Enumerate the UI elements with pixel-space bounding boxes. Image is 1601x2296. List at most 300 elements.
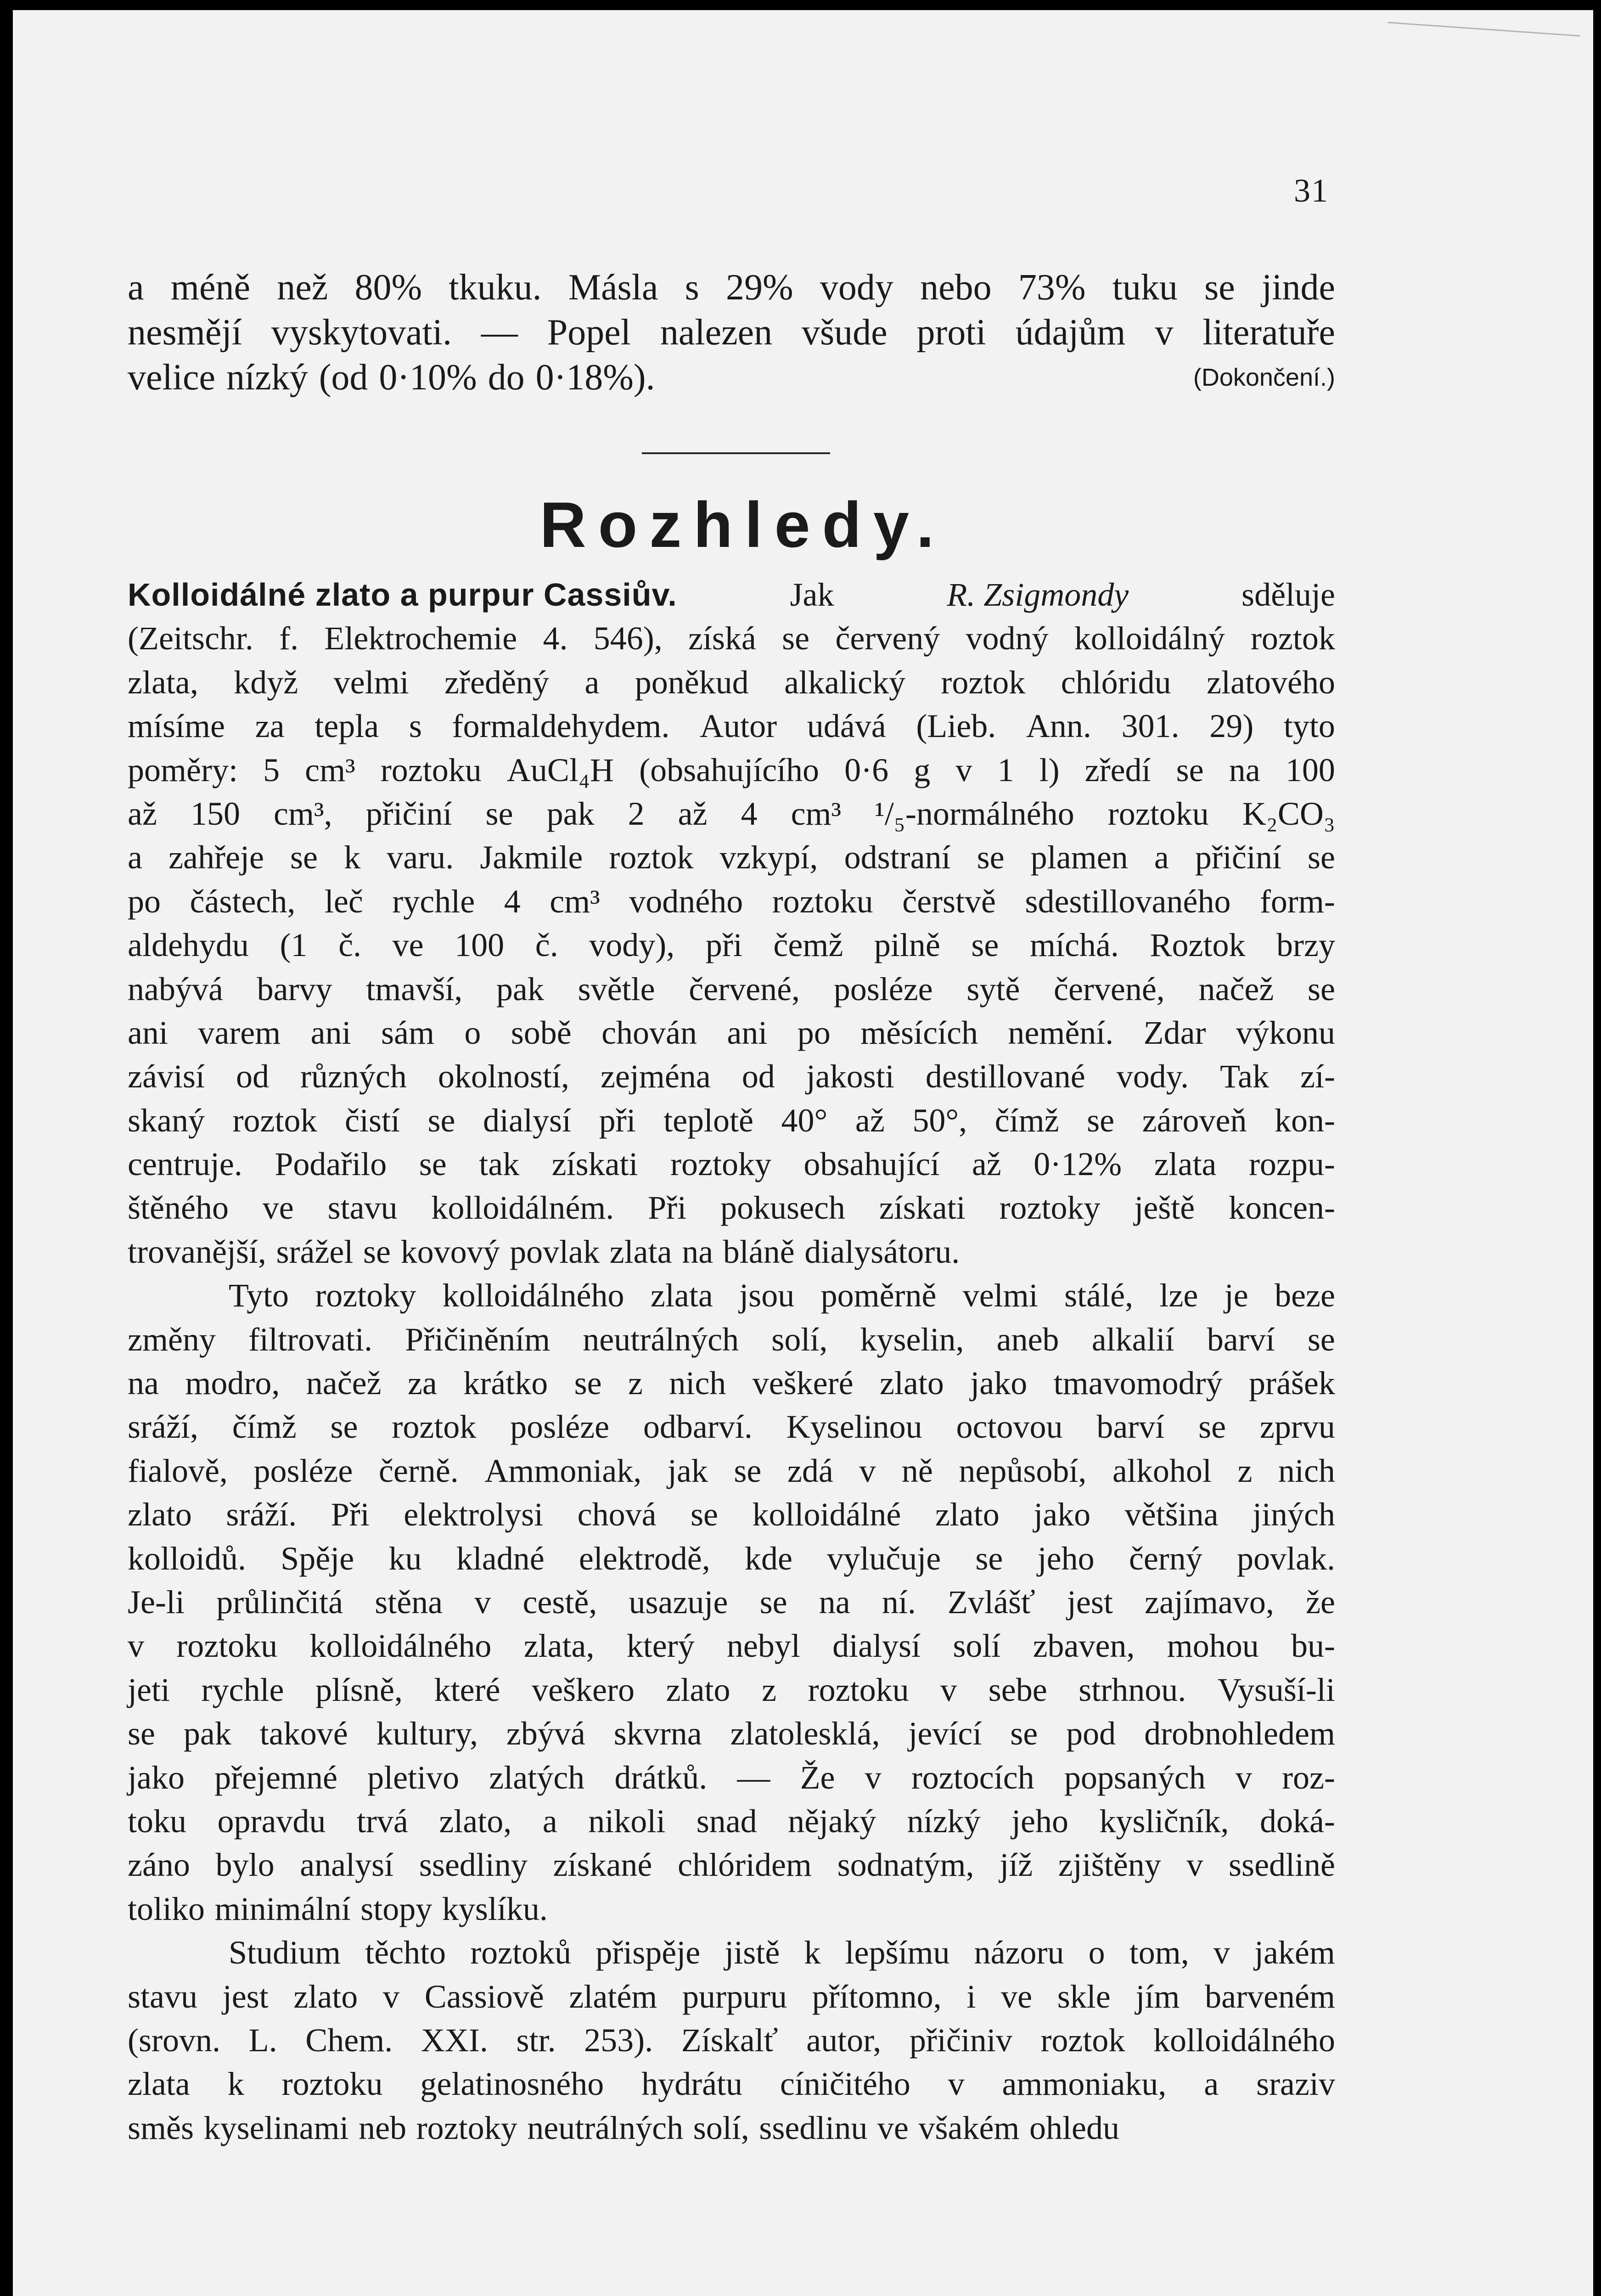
word: 40° (781, 1102, 828, 1139)
word: kultury, (376, 1715, 478, 1752)
word: Studium (229, 1934, 341, 1971)
word: pak (183, 1715, 231, 1752)
text-line (128, 1055, 1335, 1098)
word: Je-li (128, 1583, 185, 1621)
word: roztoky (999, 1189, 1101, 1227)
word: skaný (128, 1102, 205, 1139)
word: kolloidálné (752, 1496, 901, 1533)
word: barví (1207, 1321, 1275, 1358)
word: roztoky (315, 1277, 416, 1314)
word: 29% (725, 267, 793, 308)
word: názoru (974, 1934, 1064, 1971)
word: jakosti (806, 1058, 894, 1095)
word: kladné (456, 1540, 545, 1577)
word: dialysí (483, 1102, 572, 1139)
word: než (277, 267, 328, 308)
word: vody), (589, 927, 675, 964)
word: s (409, 708, 422, 745)
text-line (128, 1581, 1335, 1624)
word: těchto (365, 1934, 446, 1971)
text-line (128, 704, 1335, 748)
word: solí (953, 1627, 1001, 1665)
word: barvy (257, 970, 332, 1007)
word: Kyselinou (786, 1408, 922, 1446)
word: až (855, 1102, 885, 1139)
word: získá (688, 620, 756, 657)
word: sodnatým, (837, 1846, 974, 1884)
text-line (128, 792, 1335, 836)
word: se (1204, 267, 1235, 308)
word: směs (128, 2109, 194, 2146)
word: Při (648, 1189, 687, 1227)
word: výkonu (1236, 1014, 1335, 1051)
word: chlóridu (1061, 664, 1171, 701)
word: krátko (463, 1365, 548, 1402)
word: se (1010, 1715, 1038, 1752)
text-line (128, 1668, 1335, 1712)
word: Získalť (681, 2021, 778, 2059)
word: sráží. (226, 1496, 297, 1533)
word: modro, (185, 1365, 280, 1402)
author-name: R. Zsigmondy (947, 576, 1129, 613)
word: neutrálných (527, 2109, 684, 2146)
word: literatuře (1202, 312, 1335, 353)
word: zlatového (1207, 664, 1335, 701)
word: roztoku (1107, 795, 1209, 832)
word: se (782, 620, 810, 657)
word: se (759, 1583, 787, 1621)
word: závisí (128, 1058, 205, 1095)
word: takové (259, 1715, 348, 1752)
word: k (804, 1934, 821, 1971)
word: kolloidálného (1153, 2021, 1335, 2059)
word: průlinčitá (216, 1583, 343, 1621)
word: je (1224, 1277, 1248, 1314)
word: Jakmile (480, 839, 583, 876)
word: vzkypí, (719, 839, 818, 876)
word: jíž (1000, 1846, 1033, 1884)
word: k (344, 839, 361, 876)
word: beze (1275, 1277, 1335, 1314)
word: Tak (1220, 1058, 1270, 1095)
word: různých (300, 1058, 407, 1095)
word: 1 (997, 751, 1014, 788)
word: jakém (1254, 1934, 1335, 1971)
word: ani (310, 1014, 351, 1051)
word: jistě (725, 1934, 780, 1971)
word: roztoků (470, 1934, 572, 1971)
word: Při (331, 1496, 370, 1533)
word: bu- (1291, 1627, 1335, 1665)
word: (Lieb. (916, 708, 996, 745)
word: minimální (214, 1890, 351, 1927)
word: stěna (375, 1583, 443, 1621)
word: roztoku (772, 883, 873, 920)
text-line (128, 1624, 1335, 1668)
word: cíničitého (780, 2065, 910, 2103)
word: Tyto (229, 1277, 289, 1314)
word: okolností, (438, 1058, 569, 1095)
word: Vysuší-li (1217, 1671, 1335, 1708)
word: pod (1066, 1715, 1116, 1752)
word: z (1237, 1452, 1253, 1489)
word: v (940, 1671, 957, 1708)
word: str. (516, 2021, 556, 2059)
word: v (1186, 1846, 1203, 1884)
word: zajímavo, (1145, 1583, 1274, 1621)
word: a (1154, 839, 1169, 876)
word: kysličník, (1099, 1802, 1229, 1840)
word: sám (381, 1014, 434, 1051)
word: vodný (966, 620, 1049, 657)
word: kovový (400, 1233, 500, 1270)
word: 50°, (912, 1102, 967, 1139)
word: červené, (689, 970, 800, 1007)
word: roztok (392, 1408, 477, 1446)
word: toku (128, 1802, 187, 1840)
word: o (464, 1014, 481, 1051)
text-line (128, 1011, 1335, 1055)
word: se (128, 1715, 155, 1752)
word: sděluje (1241, 576, 1335, 613)
word: k (227, 2065, 244, 2103)
word: částech, (190, 883, 296, 920)
word: měsících (860, 1014, 978, 1051)
word: nich (669, 1365, 726, 1402)
text-line (128, 355, 1335, 400)
word: po (128, 883, 161, 920)
word: tmavomodrý (1053, 1365, 1223, 1402)
word: č. (535, 927, 558, 964)
word: hydrátu (641, 2065, 743, 2103)
word: jako (970, 1365, 1028, 1402)
word: ssedlině (1229, 1846, 1335, 1884)
text-line (128, 1186, 1335, 1230)
word: nich (1278, 1452, 1335, 1489)
word: jeho (1011, 1802, 1068, 1840)
word: poměry: (128, 751, 238, 788)
word: solí, (771, 1321, 828, 1358)
word: Přičiněním (405, 1321, 551, 1358)
text-line (128, 2106, 1335, 2150)
text-line (128, 1142, 1335, 1186)
text-line (128, 265, 1335, 310)
word: i (966, 1978, 976, 2015)
intro-paragraph (128, 265, 1335, 400)
word: XXI. (421, 2021, 488, 2059)
word: poměrně (820, 1277, 937, 1314)
word: opravdu (217, 1802, 326, 1840)
word: roztoku (380, 751, 482, 788)
word: zlatém (569, 1978, 657, 2015)
word: zlatolesklá, (730, 1715, 880, 1752)
word: jako (1034, 1496, 1091, 1533)
word: zlato (879, 1365, 944, 1402)
word: (srovn. (128, 2021, 220, 2059)
word: čistí (344, 1102, 400, 1139)
word: se (574, 1365, 602, 1402)
word: na (128, 1365, 159, 1402)
word: (1 (280, 927, 308, 964)
text-line (128, 2062, 1335, 2106)
word: za (255, 708, 285, 745)
word: černě. (378, 1452, 459, 1489)
word: zlata (650, 1277, 713, 1314)
word: g (914, 751, 931, 788)
word: 80% (354, 267, 422, 308)
word: údajům (1015, 312, 1126, 353)
word: popsaných (1064, 1759, 1206, 1796)
word: roztok (1040, 2021, 1125, 2059)
article-body (128, 573, 1335, 2150)
word: se (1198, 1408, 1226, 1446)
word: vylučuje (827, 1540, 941, 1577)
word: se (734, 1452, 762, 1489)
scanned-page (13, 10, 1593, 2296)
word: jsou (739, 1277, 795, 1314)
word: rychle (201, 1671, 284, 1708)
word: Zvlášť (948, 1583, 1035, 1621)
word: udává (807, 708, 886, 745)
word: se (290, 839, 318, 876)
word: odbarví. (643, 1408, 753, 1446)
word: v (128, 1627, 144, 1665)
word: plísně, (315, 1671, 403, 1708)
word: 73% (1018, 267, 1086, 308)
word: které (434, 1671, 500, 1708)
word: kolloidálný (1074, 620, 1225, 657)
word: solí, (693, 2109, 749, 2146)
word: pak (546, 795, 595, 832)
page-number: 31 (1294, 172, 1329, 209)
word: až (128, 795, 157, 832)
word: při (705, 927, 742, 964)
word: zlato, (439, 1802, 512, 1840)
word: kolloidálného (309, 1627, 492, 1665)
word: chová (577, 1496, 657, 1533)
word: cestě, (522, 1583, 597, 1621)
text-line (128, 1493, 1335, 1536)
word: se (363, 1233, 391, 1270)
word: kyselin, (860, 1321, 964, 1358)
word: od (742, 1058, 775, 1095)
word: v (474, 1583, 491, 1621)
word: získané (553, 1846, 652, 1884)
word: vody. (1116, 1058, 1189, 1095)
word: v (1213, 1934, 1230, 1971)
word: sobě (511, 1014, 572, 1051)
text-line (128, 1712, 1335, 1756)
word: ammoniaku, (1002, 2065, 1167, 2103)
word: zlata (128, 2065, 190, 2103)
word: 150 (190, 795, 240, 832)
word: — (737, 1759, 770, 1796)
word: v (865, 1759, 882, 1796)
word: centruje. (128, 1146, 242, 1183)
word: veškero (532, 1671, 635, 1708)
word: alkalií (1091, 1321, 1174, 1358)
word: jako (128, 1759, 185, 1796)
word: mísíme (128, 708, 225, 745)
word: zjištěny (1058, 1846, 1161, 1884)
word: do (488, 357, 525, 398)
word: Ann. (1026, 708, 1091, 745)
scan-corner-mark (1386, 22, 1580, 64)
word: lepšímu (845, 1934, 950, 1971)
word: jinde (1262, 267, 1335, 308)
text-line (128, 2019, 1335, 2062)
text-line (128, 661, 1335, 704)
word: skvrna (613, 1715, 702, 1752)
word: 0·10% (379, 357, 477, 398)
word: čemž (773, 927, 843, 964)
word: pokusech (720, 1189, 845, 1227)
word: barví (1096, 1408, 1165, 1446)
text-line (128, 1537, 1335, 1581)
word: se (971, 927, 999, 964)
word: a (584, 664, 600, 701)
word: Másla (568, 267, 658, 308)
word: na (682, 1233, 713, 1270)
word: lze (1159, 1277, 1198, 1314)
word: tepla (315, 708, 379, 745)
word: jest (222, 1978, 269, 2015)
word: destillované (925, 1058, 1085, 1095)
word: méně (170, 267, 250, 308)
word: 4 (504, 883, 521, 920)
word: L. (248, 2021, 277, 2059)
text-line (128, 617, 1335, 660)
word: K₂CO₃ (1242, 795, 1335, 832)
word: teplotě (663, 1102, 754, 1139)
word: v (955, 751, 972, 788)
word: přejemné (214, 1759, 337, 1796)
text-line (128, 1318, 1335, 1362)
word: přítomno, (812, 1978, 942, 2015)
word: snad (696, 1802, 757, 1840)
word: tmavší, (366, 970, 463, 1007)
word: se (1087, 1102, 1115, 1139)
word: fialově, (128, 1452, 228, 1489)
word: elektrolysi (404, 1496, 544, 1533)
word: nízký (226, 357, 308, 398)
word: ani (128, 1014, 168, 1051)
word: (Zeitschr. (128, 620, 253, 657)
word: při (599, 1102, 636, 1139)
word: roztoku (176, 1627, 278, 1665)
word: roztoky (670, 1146, 771, 1183)
word: č. (338, 927, 362, 964)
word: se (1307, 839, 1335, 876)
word: přičiní (365, 795, 452, 832)
word: poněkud (635, 664, 749, 701)
word: štěného (128, 1189, 229, 1227)
word: a (128, 267, 144, 308)
word: se (691, 1496, 718, 1533)
word: sytě (966, 970, 1020, 1007)
text-line (128, 836, 1335, 879)
word: doká- (1259, 1802, 1335, 1840)
text-line (128, 1887, 1335, 1931)
word: čerstvě (902, 883, 996, 920)
word: veškeré (752, 1365, 854, 1402)
section-title: Rozhledy. (539, 489, 946, 561)
text-line (128, 748, 1335, 792)
continuation-note: (Dokončení.) (1193, 364, 1335, 391)
word: pak (496, 970, 544, 1007)
word: Chem. (305, 2021, 393, 2059)
text-line (128, 1449, 1335, 1493)
word: zlata (609, 1233, 672, 1270)
word: 301. (1121, 708, 1180, 745)
word: zředí (1084, 751, 1151, 788)
word: drátků. (614, 1759, 708, 1796)
word: po (797, 1014, 831, 1051)
word: brzy (1276, 927, 1335, 964)
word: Cassiově (424, 1978, 544, 2015)
word: většina (1124, 1496, 1219, 1533)
word: který (626, 1627, 695, 1665)
word: za (407, 1365, 437, 1402)
word: zlato (128, 1496, 192, 1533)
word: posléze (253, 1452, 353, 1489)
word: 5 (263, 751, 280, 788)
word: varu. (387, 839, 454, 876)
word: analysí (300, 1846, 394, 1884)
word: červený (835, 620, 940, 657)
word: se (1308, 970, 1335, 1007)
word: zejména (600, 1058, 711, 1095)
word: Ammoniak, (484, 1452, 642, 1489)
word: vody (820, 267, 893, 308)
word: autor, (806, 2021, 882, 2059)
text-line (128, 1800, 1335, 1843)
word: všakém (918, 2109, 1020, 2146)
word: purpuru (682, 1978, 787, 2015)
word: ještě (1134, 1189, 1195, 1227)
word: nalezen (660, 312, 773, 353)
word: až (972, 1146, 1001, 1183)
text-line (128, 1099, 1335, 1142)
word: gelatinosného (420, 2065, 604, 2103)
word: obsahující (803, 1146, 940, 1183)
word: zlato (666, 1671, 730, 1708)
word: 4 (741, 795, 758, 832)
word: nepůsobí, (959, 1452, 1087, 1489)
word: jeho (1037, 1540, 1095, 1577)
text-line (128, 1975, 1335, 2019)
word: jeti (128, 1671, 170, 1708)
word: v (1155, 312, 1174, 353)
word: dialysátoru. (804, 1233, 960, 1270)
word: roztok (941, 664, 1026, 701)
word: bylo (215, 1846, 275, 1884)
word: sraziv (1256, 2065, 1335, 2103)
word: rozpu- (1248, 1146, 1335, 1183)
text-line (128, 1362, 1335, 1405)
word: jím (1135, 1978, 1180, 2015)
word: zlata (1154, 1146, 1217, 1183)
word: velmi (962, 1277, 1038, 1314)
word: Roztok (1150, 927, 1246, 964)
word: se (485, 795, 513, 832)
word: mohou (1167, 1627, 1259, 1665)
word: 546), (593, 620, 663, 657)
word: 2 (628, 795, 645, 832)
word: odstraní (844, 839, 951, 876)
word: Popel (547, 312, 631, 353)
text-line (128, 923, 1335, 967)
